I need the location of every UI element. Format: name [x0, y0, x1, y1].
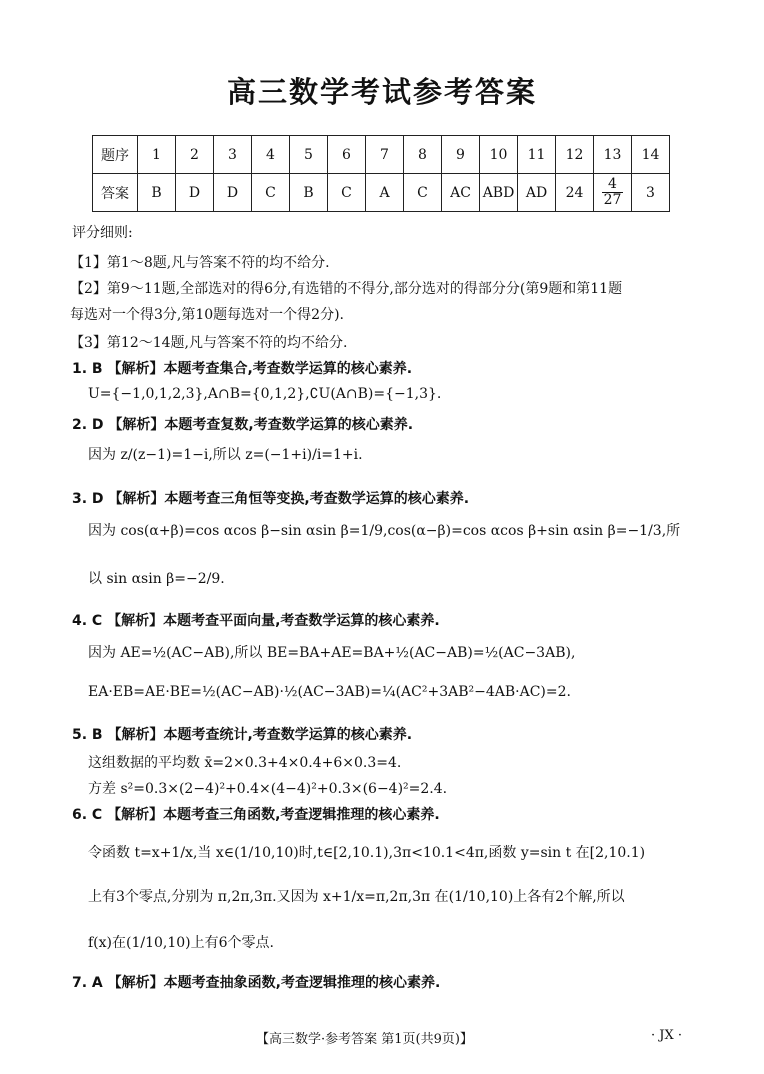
q6-body-1: 令函数 t=x+1/x,当 x∈(1/10,10)时,t∈[2,10.1),3π<10.1<4π,函数 y=sin t 在[2,10.1) [88, 845, 646, 861]
page-title: 高三数学考试参考答案 [226, 75, 537, 109]
table-cell-answer: 24 [556, 174, 594, 212]
table-cell-answer: D [176, 174, 214, 212]
grading-rule-3: 【3】第12～14题,凡与答案不符的均不给分. [70, 335, 348, 351]
table-cell-answer: B [290, 174, 328, 212]
table-cell-number: 12 [556, 136, 594, 174]
footer-text: 【高三数学·参考答案 第1页(共9页)】 [256, 1032, 473, 1047]
grading-heading: 评分细则: [72, 225, 133, 241]
q5-body-2: 方差 s²=0.3×(2−4)²+0.4×(4−4)²+0.3×(6−4)²=2.4. [88, 781, 448, 797]
fraction-answer-13: $\frac{4}{27}$ [603, 176, 622, 208]
table-cell-number: 7 [366, 136, 404, 174]
table-cell-number: 1 [138, 136, 176, 174]
q4-head: 4. C 【解析】本题考查平面向量,考查数学运算的核心素养. [72, 613, 440, 629]
q4-body-2: EA·EB=AE·BE=½(AC−AB)·½(AC−3AB)=¼(AC²+3AB²−4AB·AC)=2. [88, 684, 571, 700]
table-cell-answer: D [214, 174, 252, 212]
table-cell-answer: C [328, 174, 366, 212]
table-cell-answer: 3 [632, 174, 670, 212]
table-cell-number: 9 [442, 136, 480, 174]
table-cell-number: 3 [214, 136, 252, 174]
q3-body-2: 以 sin αsin β=−2/9. [88, 571, 225, 587]
q5-head: 5. B 【解析】本题考查统计,考查数学运算的核心素养. [72, 727, 413, 743]
table-cell-number: 13 [594, 136, 632, 174]
table-cell-answer [594, 174, 632, 212]
table-cell-number: 14 [632, 136, 670, 174]
q6-body-2: 上有3个零点,分别为 π,2π,3π.又因为 x+1/x=π,2π,3π 在(1/10,10)上各有2个解,所以 [88, 889, 625, 905]
table-row-numbers [93, 136, 670, 174]
table-cell-number: 5 [290, 136, 328, 174]
q1-head: 1. B 【解析】本题考查集合,考查数学运算的核心素养. [72, 361, 413, 377]
footer-code: · JX · [651, 1028, 682, 1043]
table-cell-number: 10 [480, 136, 518, 174]
answer-table [92, 135, 670, 212]
q3-head: 3. D 【解析】本题考查三角恒等变换,考查数学运算的核心素养. [72, 491, 470, 507]
grading-rule-2a: 【2】第9～11题,全部选对的得6分,有选错的不得分,部分选对的得部分分(第9题和第11题 [70, 281, 623, 297]
table-cell-answer: A [366, 174, 404, 212]
table-answer-label: 答案 [93, 174, 138, 212]
table-cell-answer: ABD [480, 174, 518, 212]
table-header-label: 题序 [93, 136, 138, 174]
grading-rule-2b: 每选对一个得3分,第10题每选对一个得2分). [70, 307, 344, 323]
table-cell-number: 2 [176, 136, 214, 174]
table-cell-number: 6 [328, 136, 366, 174]
table-cell-answer: B [138, 174, 176, 212]
table-cell-answer: AD [518, 174, 556, 212]
grading-rule-1: 【1】第1～8题,凡与答案不符的均不给分. [70, 255, 330, 271]
q6-head: 6. C 【解析】本题考查三角函数,考查逻辑推理的核心素养. [72, 807, 440, 823]
q3-body-1: 因为 cos(α+β)=cos αcos β−sin αsin β=1/9,cos(α−β)=cos αcos β+sin αsin β=−1/3,所 [88, 523, 681, 539]
q5-body-1: 这组数据的平均数 x̄=2×0.3+4×0.4+6×0.3=4. [88, 755, 402, 771]
table-cell-answer: C [404, 174, 442, 212]
table-row-answers [93, 174, 670, 212]
table-cell-number: 8 [404, 136, 442, 174]
table-cell-answer: AC [442, 174, 480, 212]
table-cell-answer: C [252, 174, 290, 212]
table-cell-number: 4 [252, 136, 290, 174]
q7-head: 7. A 【解析】本题考查抽象函数,考查逻辑推理的核心素养. [72, 975, 441, 991]
q1-body: U={−1,0,1,2,3},A∩B={0,1,2},∁U(A∩B)={−1,3}. [88, 386, 442, 402]
q2-body: 因为 z/(z−1)=1−i,所以 z=(−1+i)/i=1+i. [88, 447, 363, 463]
q6-body-3: f(x)在(1/10,10)上有6个零点. [88, 935, 274, 951]
table-cell-number: 11 [518, 136, 556, 174]
q4-body-1: 因为 AE=½(AC−AB),所以 BE=BA+AE=BA+½(AC−AB)=½(AC−3AB), [88, 645, 576, 661]
q2-head: 2. D 【解析】本题考查复数,考查数学运算的核心素养. [72, 417, 414, 433]
